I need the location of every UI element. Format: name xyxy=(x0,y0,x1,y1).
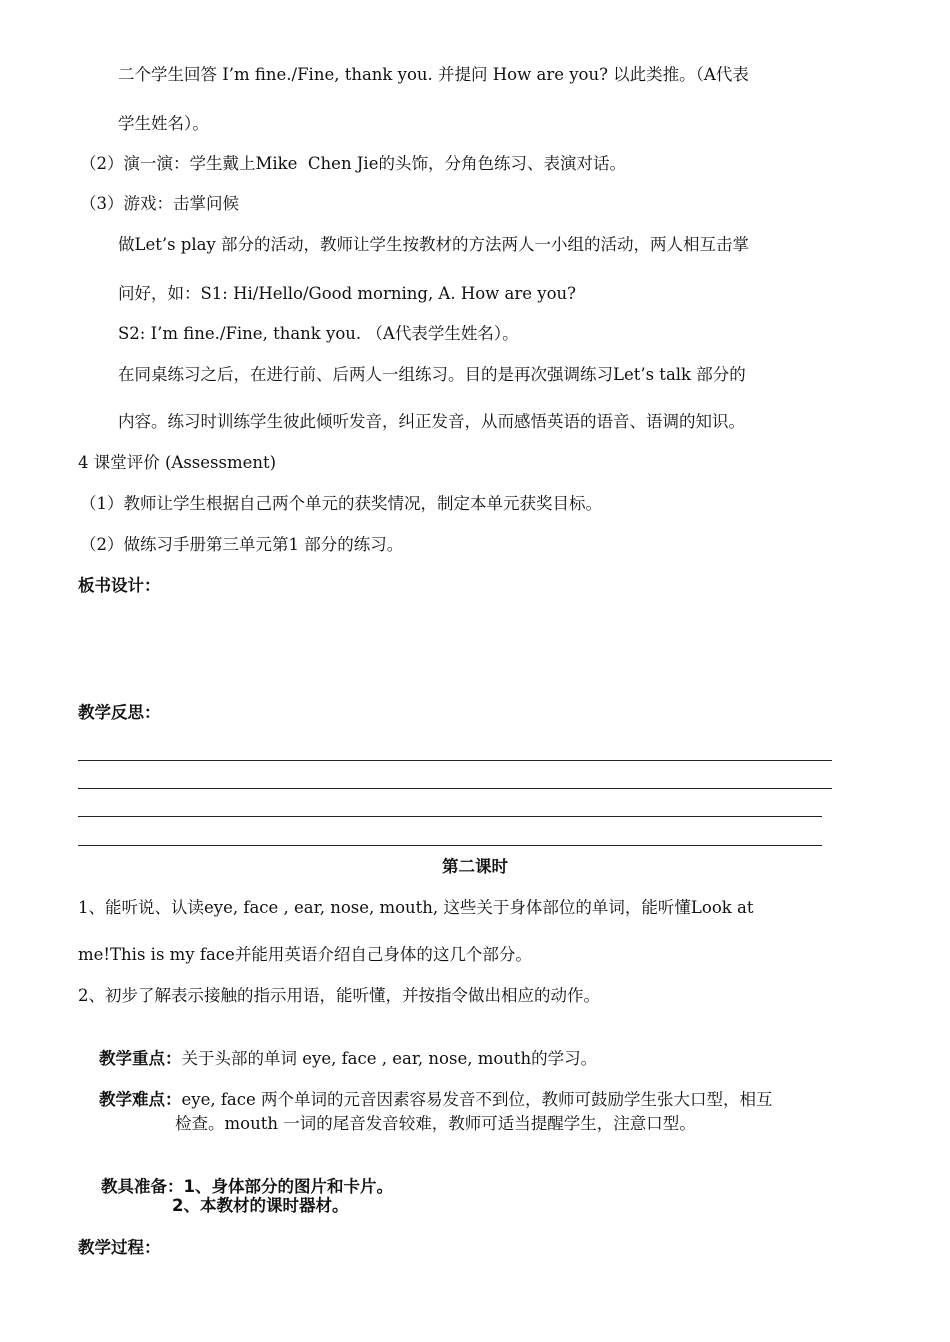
text-line: （1）教师让学生根据自己两个单元的获奖情况，制定本单元获奖目标。 xyxy=(80,494,602,513)
text-line: 4 课堂评价 (Assessment) xyxy=(78,453,277,472)
reflection-heading: 教学反思： xyxy=(78,703,161,722)
reflection-line xyxy=(78,845,822,846)
text-line: 二个学生回答 I’m fine./Fine, thank you. 并提问 How are you? 以此类推。（A代表 xyxy=(118,65,749,84)
reflection-line xyxy=(78,788,832,789)
text-line: 做Let’s play 部分的活动，教师让学生按教材的方法两人一小组的活动，两人相互击掌 xyxy=(118,235,750,254)
text-line: （2）做练习手册第三单元第1 部分的练习。 xyxy=(80,535,404,554)
difficulty-label: 教学难点： xyxy=(98,1090,182,1109)
reflection-line xyxy=(78,816,822,817)
preparation-label: 教具准备： xyxy=(100,1177,184,1196)
text-line: 问好，如：S1: Hi/Hello/Good morning, A. How are you? xyxy=(118,284,576,303)
preparation-item: 2、本教材的课时器材。 xyxy=(172,1196,349,1215)
objective-line: 1、能听说、认读eye, face , ear, nose, mouth, 这些关于身体部位的单词，能听懂Look at xyxy=(78,898,754,917)
process-heading: 教学过程： xyxy=(78,1238,161,1257)
section-title: 第二课时 xyxy=(442,857,508,876)
text-line: 在同桌练习之后，在进行前、后两人一组练习。目的是再次强调练习Let’s talk 部分的 xyxy=(118,365,746,384)
difficulty-text: eye, face 两个单词的元音因素容易发音不到位，教师可鼓励学生张大口型，相互 xyxy=(181,1090,773,1109)
text-line: S2: I’m fine./Fine, thank you. （A代表学生姓名）。 xyxy=(118,324,519,343)
text-line: （3）游戏：击掌问候 xyxy=(80,194,239,213)
reflection-line xyxy=(78,760,832,761)
objective-line: 2、初步了解表示接触的指示用语，能听懂，并按指令做出相应的动作。 xyxy=(78,986,600,1005)
text-line: 学生姓名）。 xyxy=(118,114,209,133)
text-line: 内容。练习时训练学生彼此倾听发音，纠正发音，从而感悟英语的语音、语调的知识。 xyxy=(118,412,745,431)
preparation-item: 1、身体部分的图片和卡片。 xyxy=(183,1177,393,1196)
board-design-heading: 板书设计： xyxy=(78,576,161,595)
difficulty-text-continued: 检查。mouth 一词的尾音发音较难，教师可适当提醒学生，注意口型。 xyxy=(175,1114,696,1133)
key-point-text: 关于头部的单词 eye, face , ear, nose, mouth的学习。 xyxy=(181,1049,598,1068)
key-point-label: 教学重点： xyxy=(98,1049,182,1068)
objective-line: me!This is my face并能用英语介绍自己身体的这几个部分。 xyxy=(78,945,532,964)
text-line: （2）演一演：学生戴上Mike Chen Jie的头饰，分角色练习、表演对话。 xyxy=(80,154,626,173)
